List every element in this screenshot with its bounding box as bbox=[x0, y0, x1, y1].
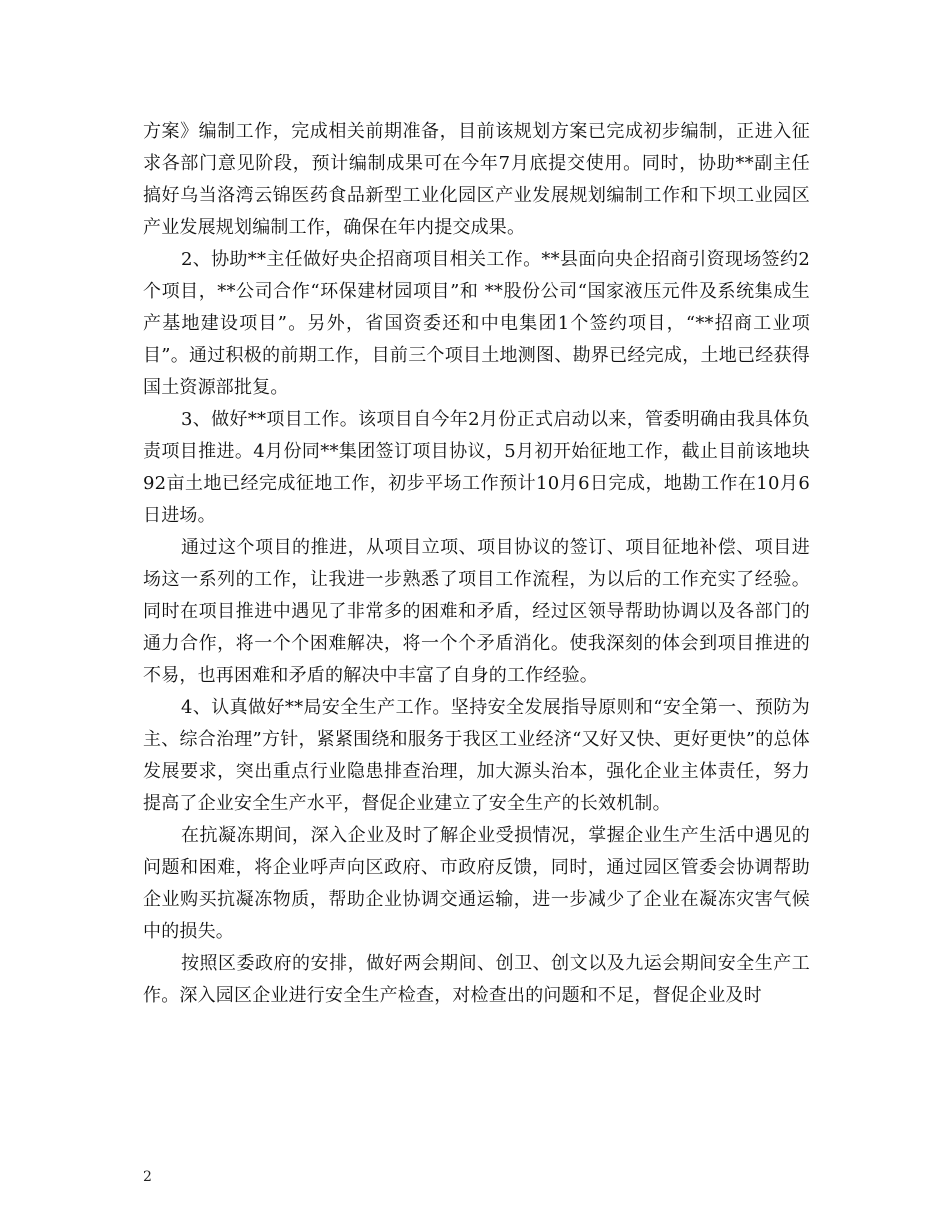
paragraph: 3、做好**项目工作。该项目自今年2月份正式启动以来，管委明确由我具体负责项目推进。4月份同**集团签订项目协议，5月初开始征地工作，截止目前该地块92亩土地已经完成征地工作，初步平场工作预计10月6日完成，地勘工作在10月6日进场。 bbox=[143, 409, 810, 526]
paragraph: 4、认真做好**局安全生产工作。坚持安全发展指导原则和“安全第一、预防为主、综合治理”方针，紧紧围绕和服务于我区工业经济“又好又快、更好更快”的总体发展要求，突出重点行业隐患排查治理，加大源头治本，强化企业主体责任，努力提高了企业安全生产水平，督促企业建立了安全生产的长效机制。 bbox=[143, 697, 810, 814]
paragraph: 通过这个项目的推进，从项目立项、项目协议的签订、项目征地补偿、项目进场这一系列的工作，让我进一步熟悉了项目工作流程，为以后的工作充实了经验。同时在项目推进中遇见了非常多的困难和矛盾，经过区领导帮助协调以及各部门的通力合作，将一个个困难解决，将一个个矛盾消化。使我深刻的体会到项目推进的不易，也再困难和矛盾的解决中丰富了自身的工作经验。 bbox=[143, 537, 810, 686]
paragraph: 2、协助**主任做好央企招商项目相关工作。**县面向央企招商引资现场签约2个项目，**公司合作“环保建材园项目”和 **股份公司“国家液压元件及系统集成生产基地建设项目”。另外，省国资委还和中电集团1个签约项目，“**招商工业项目”。通过积极的前期工作，目前三个项目土地测图、勘界已经完成，土地已经获得国土资源部批复。 bbox=[143, 249, 810, 398]
paragraph: 按照区委政府的安排，做好两会期间、创卫、创文以及九运会期间安全生产工作。深入园区企业进行安全生产检查，对检查出的问题和不足，督促企业及时 bbox=[143, 953, 810, 1006]
paragraph: 方案》编制工作，完成相关前期准备，目前该规划方案已完成初步编制，正进入征求各部门意见阶段，预计编制成果可在今年7月底提交使用。同时，协助**副主任搞好乌当洛湾云锦医药食品新型工业化园区产业发展规划编制工作和下坝工业园区产业发展规划编制工作，确保在年内提交成果。 bbox=[143, 121, 810, 238]
paragraph: 在抗凝冻期间，深入企业及时了解企业受损情况，掌握企业生产生活中遇见的问题和困难，将企业呼声向区政府、市政府反馈，同时，通过园区管委会协调帮助企业购买抗凝冻物质，帮助企业协调交通运输，进一步减少了企业在凝冻灾害气候中的损失。 bbox=[143, 825, 810, 942]
document-body bbox=[143, 116, 810, 1012]
page-number: 2 bbox=[143, 1169, 152, 1185]
